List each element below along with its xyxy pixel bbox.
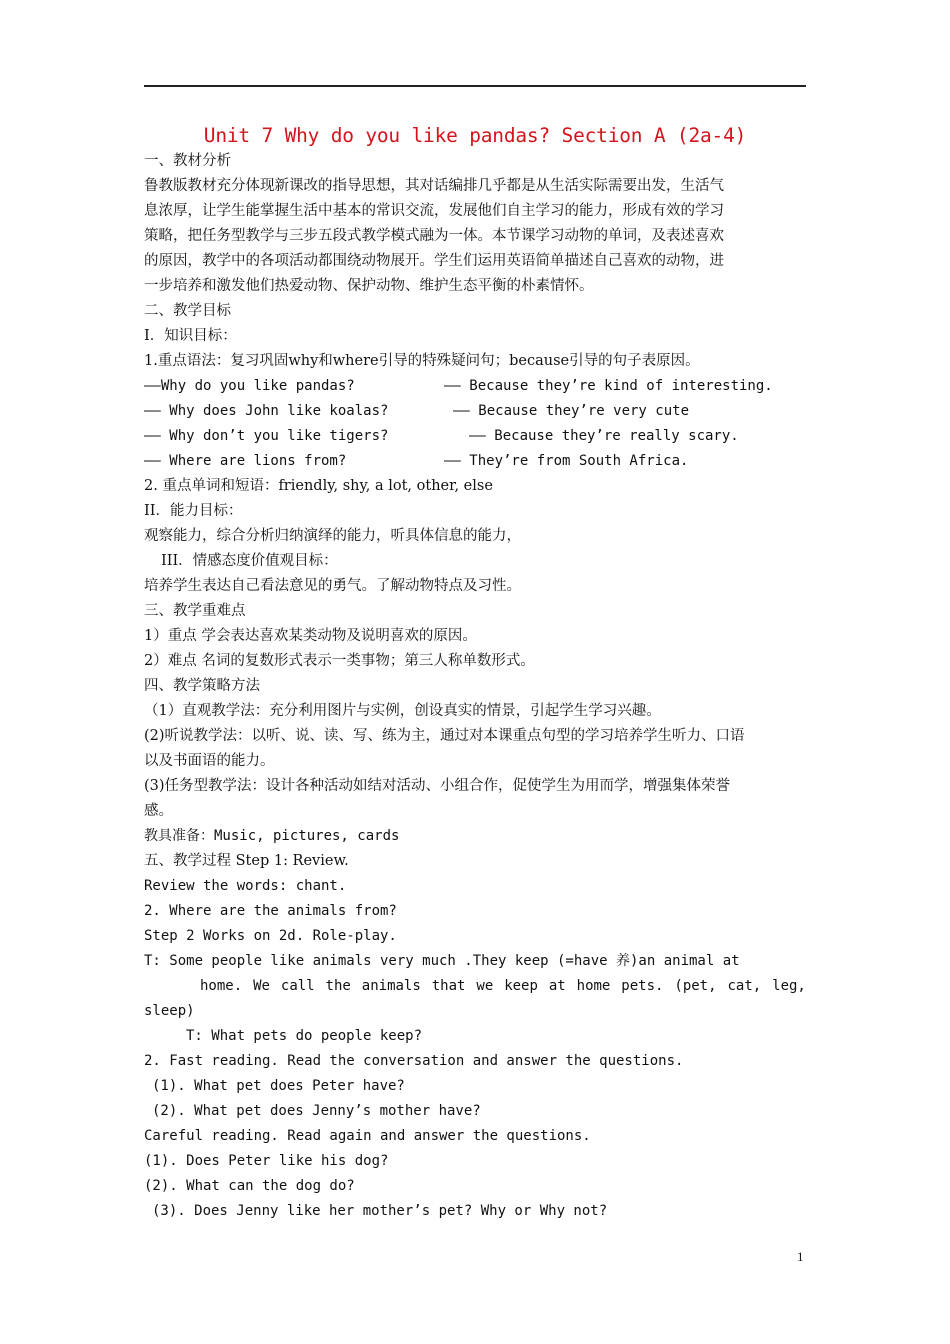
word: leg, — [772, 978, 806, 994]
question-line: (1). Does Peter like his dog? — [144, 1153, 389, 1169]
strategy-item-cont: 感。 — [144, 803, 173, 819]
dialog-question: ——Why do you like pandas? — [144, 378, 355, 394]
question-line: (2). What pet does Jenny’s mother have? — [152, 1103, 481, 1119]
heading-teaching-process: 五、教学过程 Step 1: Review. — [144, 853, 349, 869]
document-title: Unit 7 Why do you like pandas? Section A (2a-4) — [203, 124, 747, 147]
dialog-pair — [144, 452, 689, 470]
ability-text: 观察能力，综合分析归纳演绎的能力，听具体信息的能力， — [144, 528, 521, 544]
word: keep — [504, 978, 538, 994]
page-number: 1 — [797, 1249, 804, 1264]
task-line: 2. Fast reading. Read the conversation and answer the questions. — [144, 1053, 684, 1069]
strategy-item: (3)任务型教学法：设计各种活动如结对活动、小组合作，促使学生为用而学，增强集体荣誉 — [144, 778, 731, 794]
paragraph-line: 一步培养和激发他们热爱动物、保护动物、维护生态平衡的朴素情怀。 — [144, 278, 594, 294]
teacher-line: T: Some people like animals very much .They keep (=have 养)an animal at — [144, 953, 740, 969]
subheading-ability: II．能力目标： — [144, 503, 243, 519]
difficult-point: 2）难点 名词的复数形式表示一类事物；第三人称单数形式。 — [144, 653, 535, 669]
word: pets. — [621, 978, 664, 994]
strategy-item: （1）直观教学法：充分利用图片与实例，创设真实的情景，引起学生学习兴趣。 — [144, 703, 661, 719]
heading-textbook-analysis: 一、教材分析 — [144, 153, 231, 169]
subheading-emotion: III．情感态度价值观目标： — [161, 553, 338, 569]
heading-key-difficult-points: 三、教学重难点 — [144, 603, 246, 619]
paragraph-line: 息浓厚，让学生能掌握生活中基本的常识交流，发展他们自主学习的能力，形成有效的学习 — [144, 203, 724, 219]
dialog-answer: —— Because they’re kind of interesting. — [444, 378, 773, 394]
heading-teaching-objectives: 二、教学目标 — [144, 303, 231, 319]
emotion-text: 培养学生表达自己看法意见的勇气。了解动物特点及习性。 — [144, 578, 521, 594]
teaching-aids: 教具准备：Music, pictures, cards — [144, 828, 400, 844]
justified-line — [200, 977, 806, 995]
task-line: Careful reading. Read again and answer the questions. — [144, 1128, 591, 1144]
question-line: (2). What can the dog do? — [144, 1178, 355, 1194]
dialog-question: —— Where are lions from? — [144, 453, 347, 469]
word: home — [576, 978, 611, 994]
teacher-line: T: What pets do people keep? — [186, 1028, 423, 1044]
step-line: 2. Where are the animals from? — [144, 903, 397, 919]
word: call — [280, 978, 315, 994]
paragraph-line: 鲁教版教材充分体现新课改的指导思想，其对话编排几乎都是从生活实际需要出发，生活气 — [144, 178, 724, 194]
step-line: Step 2 Works on 2d. Role-play. — [144, 928, 397, 944]
word: the — [325, 978, 351, 994]
word: at — [548, 978, 566, 994]
dialog-question: —— Why don’t you like tigers? — [144, 428, 389, 444]
paragraph-line: 策略，把任务型教学与三步五段式教学模式融为一体。本节课学习动物的单词，及表述喜欢 — [144, 228, 724, 244]
word: home. — [200, 978, 243, 994]
word: we — [476, 978, 494, 994]
dialog-pair — [144, 427, 739, 445]
paragraph-line: 的原因，教学中的各项活动都围绕动物展开。学生们运用英语简单描述自己喜欢的动物，进 — [144, 253, 724, 269]
subheading-knowledge: I．知识目标： — [144, 328, 237, 344]
question-line: (3). Does Jenny like her mother’s pet? Why or Why not? — [152, 1203, 608, 1219]
word: (pet, — [674, 978, 717, 994]
word: cat, — [727, 978, 762, 994]
word: We — [253, 978, 270, 994]
strategy-item-cont: 以及书面语的能力。 — [144, 753, 275, 769]
dialog-answer: —— Because they’re really scary. — [469, 428, 739, 444]
dialog-answer: —— They’re from South Africa. — [444, 453, 689, 469]
vocabulary-point: 2. 重点单词和短语：friendly, shy, a lot, other, else — [144, 478, 493, 494]
header-rule — [144, 85, 806, 87]
question-line: (1). What pet does Peter have? — [152, 1078, 405, 1094]
dialog-question: —— Why does John like koalas? — [144, 403, 389, 419]
dialog-pair — [144, 377, 773, 395]
step-line: Review the words: chant. — [144, 878, 347, 894]
dialog-pair — [144, 402, 690, 420]
text-line: sleep) — [144, 1003, 195, 1019]
strategy-item: (2)听说教学法：以听、说、读、写、练为主，通过对本课重点句型的学习培养学生听力、口语 — [144, 728, 745, 744]
word: that — [431, 978, 466, 994]
grammar-point: 1.重点语法：复习巩固why和where引导的特殊疑问句；because引导的句子表原因。 — [144, 353, 700, 369]
dialog-answer: —— Because they’re very cute — [453, 403, 690, 419]
heading-strategies: 四、教学策略方法 — [144, 678, 260, 694]
key-point: 1）重点 学会表达喜欢某类动物及说明喜欢的原因。 — [144, 628, 477, 644]
word: animals — [361, 978, 421, 994]
